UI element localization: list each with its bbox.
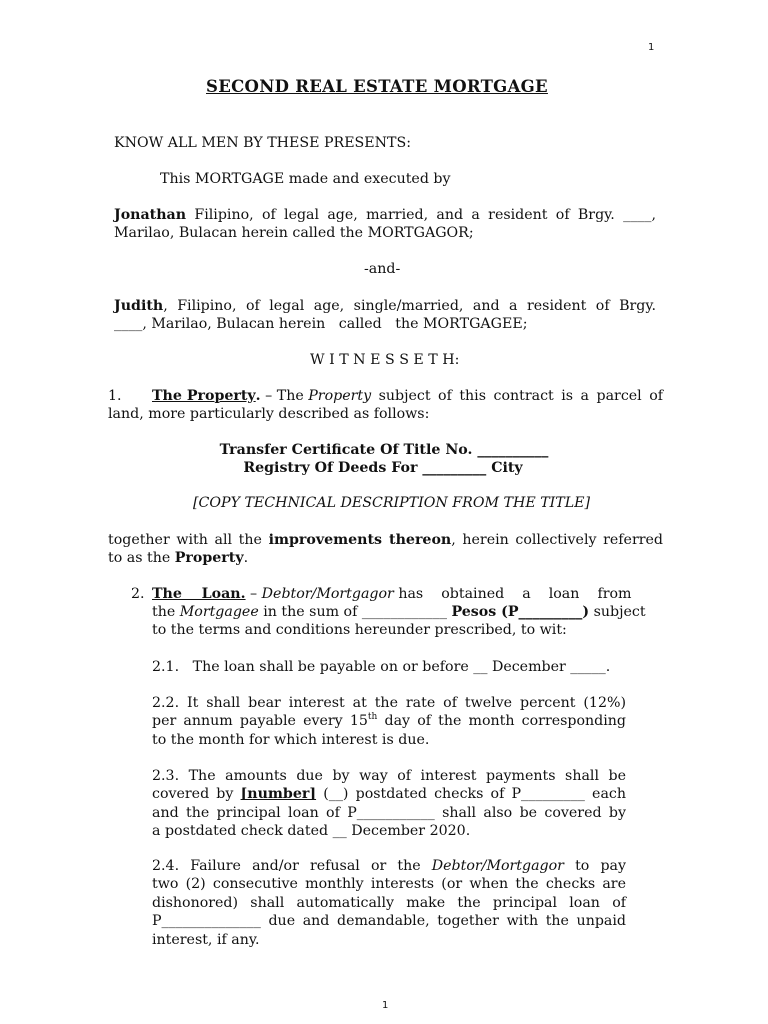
section-loan-body: the Mortgagee in the sum of ____________ Pesos (P_________) subject to the terms and conditions hereunder prescribed, to wit: <box>152 604 646 639</box>
tct-block <box>0 441 768 478</box>
mortgagor-paragraph: Jonathan Filipino, of legal age, married, and a resident of Brgy. ____, Marilao, Bulacan herein called the MORTGAGOR; <box>114 207 656 242</box>
footer-page-number: 1 <box>382 1000 389 1011</box>
clause-2-4: 2.4. Failure and/or refusal or the Debtor/Mortgagor to pay two (2) consecutive monthly interests (or when the checks are dishonored) shall automatically make the principal loan of P______________ due and demandable, together with the unpaid interest, if any. <box>152 858 626 948</box>
mortgagee-name: Judith <box>114 298 164 314</box>
mortgagee-paragraph: Judith, Filipino, of legal age, single/married, and a resident of Brgy. ____, Marilao, Bulacan herein called the MORTGAGEE; <box>114 298 656 333</box>
section-2-number: 2. <box>131 586 145 602</box>
intro-line: This MORTGAGE made and executed by <box>160 171 451 187</box>
section-loan: 2. The Loan. – Debtor/Mortgagor has obtained a loan from <box>131 586 632 602</box>
mortgagor-name: Jonathan <box>114 207 187 223</box>
know-all-men-line: KNOW ALL MEN BY THESE PRESENTS: <box>114 135 412 151</box>
witnesseth-heading: W I T N E S S E T H: <box>310 352 460 368</box>
clause-2-3: 2.3. The amounts due by way of interest payments shall be covered by [number] (__) postdated checks of P_________ each and the principal loan of P___________ shall also be covered by a postdated check dated __ December 2020. <box>152 768 626 840</box>
clause-2-2: 2.2. It shall bear interest at the rate of twelve percent (12%) per annum payable every 15th day of the month corresponding to the month for which interest is due. <box>152 695 626 748</box>
tct-line: Transfer Certificate Of Title No. __________ <box>219 442 549 458</box>
header-page-number: 1 <box>648 42 655 53</box>
section-2-heading: The Loan. <box>152 586 246 602</box>
and-separator: -and- <box>364 261 401 277</box>
section-1-heading: The Property <box>152 388 256 404</box>
improvements-paragraph: together with all the improvements thereon, herein collectively referred to as the Property. <box>108 532 663 567</box>
section-property: 1. The Property . – The Property subject of this contract is a parcel of land, more particularly described as follows: <box>108 388 663 423</box>
registry-line: Registry Of Deeds For _________ City <box>243 460 523 477</box>
clause-2-1: 2.1. The loan shall be payable on or before __ December _____. <box>152 659 611 675</box>
copy-description-note: [COPY TECHNICAL DESCRIPTION FROM THE TITLE] <box>193 495 591 511</box>
section-1-number: 1. <box>108 388 122 404</box>
document-title: SECOND REAL ESTATE MORTGAGE <box>206 77 548 96</box>
